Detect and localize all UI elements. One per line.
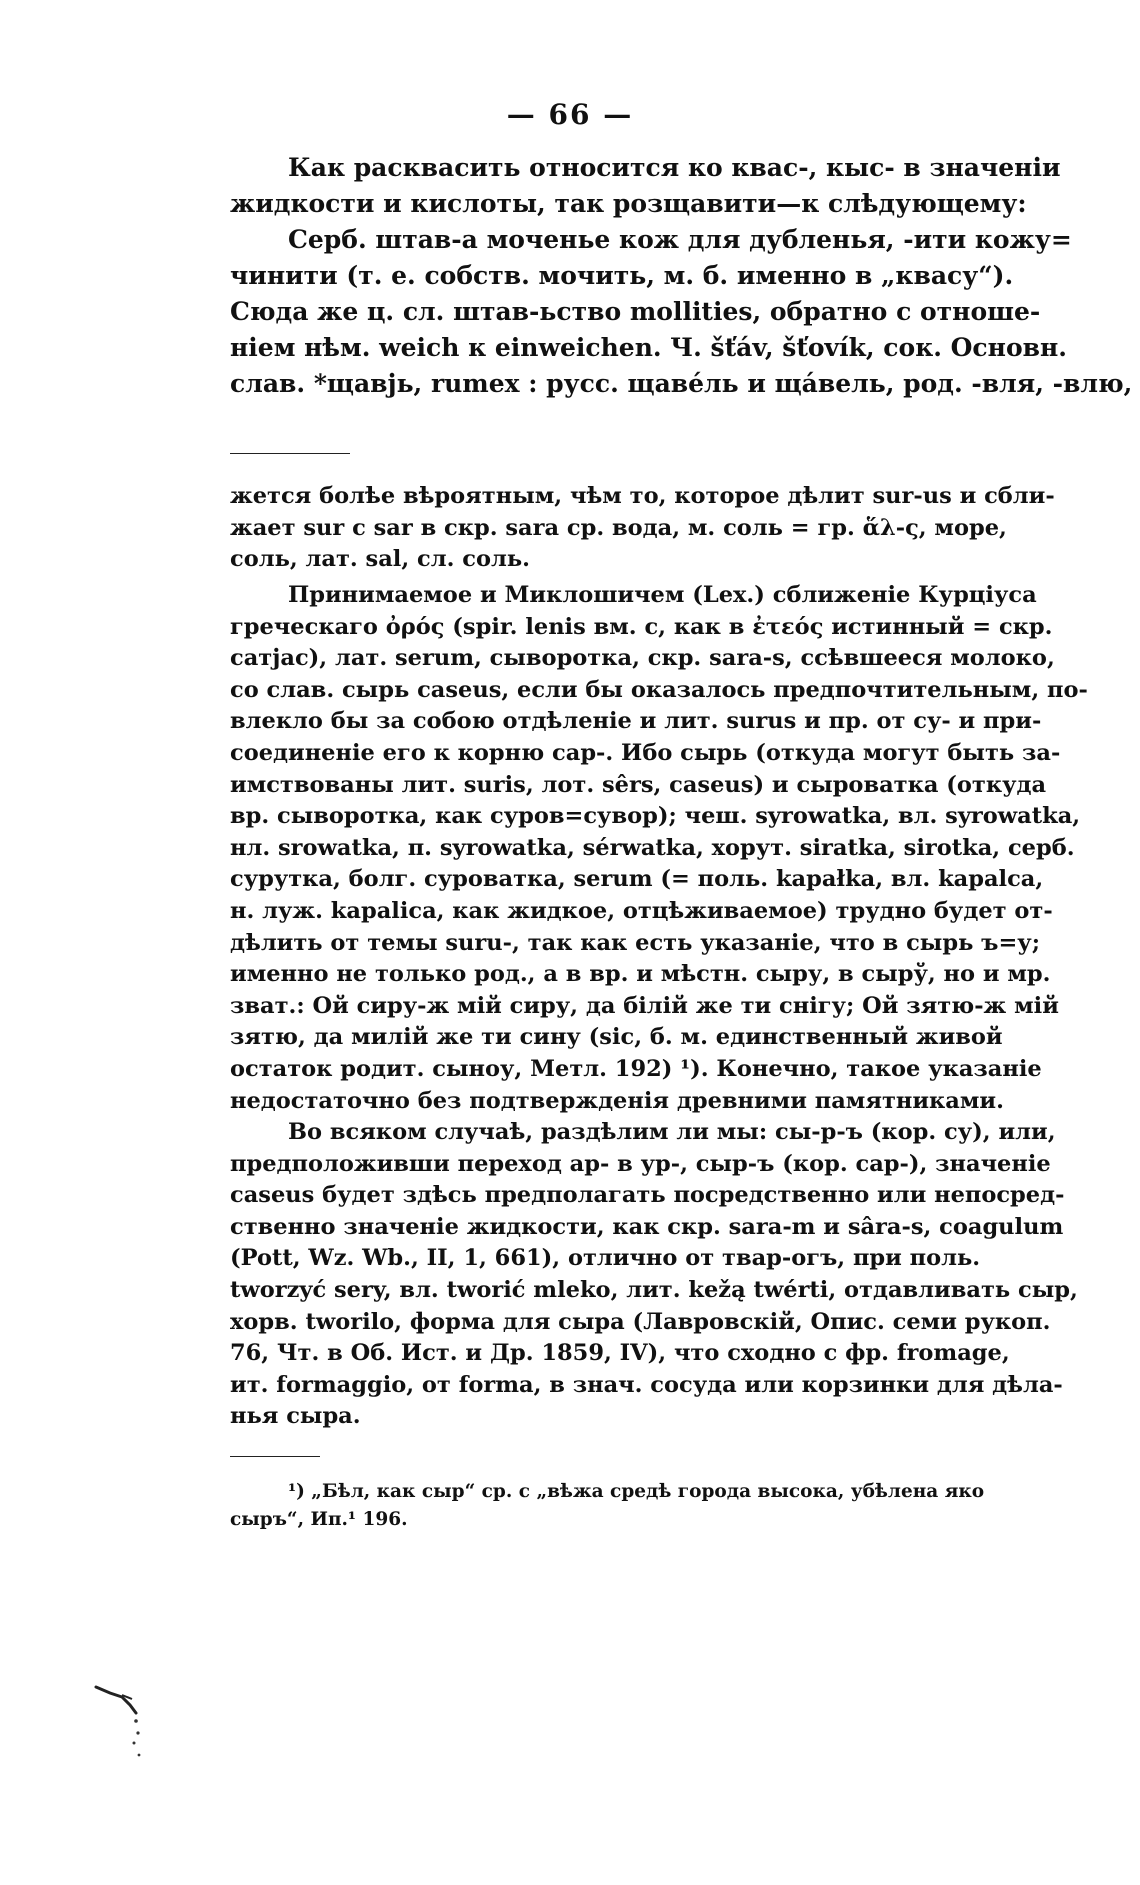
text-line: вр. сыворотка, как суров=сувор); чеш. syrowatka, вл. syrowatka, (230, 803, 1081, 830)
text-line: соединеніе его к корню сар-. Ибо сырь (откуда могут быть за- (230, 739, 1061, 766)
text-line: сатјас), лат. serum, сыворотка, скр. sara-s, ссѣвшееся молоко, (230, 645, 1055, 672)
text-line: дѣлить от темы suru-, так как есть указаніе, что в сырь ъ=у; (230, 929, 1040, 956)
text-line: слав. *щавјь, rumex : русс. щавéль и щáвель, род. -вля, -влю, (230, 369, 1133, 398)
scan-mark-icon (92, 1685, 162, 1885)
text-line: tworzyć sery, вл. tworić mleko, лит. kežą twérti, отдавливать сыр, (230, 1277, 1078, 1304)
text-line: зват.: Ой сиру-ж мій сиру, да білій же ти снігу; Ой зятю-ж мій (230, 992, 1059, 1019)
footnote-line: ¹) „Бѣл, как сыр“ ср. с „вѣжа средѣ города высока, убѣлена яко (288, 1481, 985, 1502)
separator-rule (230, 453, 350, 454)
text-line: Серб. штав-а моченье кож для дубленья, -ити кожу= (288, 225, 1072, 254)
text-line: н. луж. kapalica, как жидкое, отцѣживаемое) трудно будет от- (230, 897, 1053, 924)
text-line: нл. srowatka, п. syrowatka, sérwatka, хорут. siratka, sirotka, серб. (230, 834, 1075, 861)
text-line: нья сыра. (230, 1403, 361, 1430)
text-line: греческаго ὀρός (spir. lenis вм. с, как в ἐτεός истинный = скр. (230, 613, 1053, 640)
text-line: жает sur с sar в скр. sara ср. вода, м. соль = гр. ἅλ-ς, море, (230, 514, 1007, 541)
text-line: caseus будет здѣсь предполагать посредственно или непосред- (230, 1182, 1065, 1209)
text-line: имствованы лит. suris, лот. sêrs, caseus) и сыроватка (откуда (230, 771, 1047, 798)
text-line: жется болѣе вѣроятным, чѣм то, которое дѣлит sur-us и сбли- (230, 483, 1055, 509)
text-line: ніем нѣм. weich к einweichen. Ч. šťáv, šťovík, сок. Основн. (230, 333, 1067, 362)
text-line: жидкости и кислоты, так розщавити—к слѣдующему: (230, 189, 1027, 218)
footnote-separator (230, 1456, 320, 1457)
text-line: сурутка, болг. суроватка, serum (= поль. kapałka, вл. kapalca, (230, 866, 1044, 893)
text-line: предположивши переход ар- в ур-, сыр-ъ (кор. сар-), значеніе (230, 1150, 1051, 1177)
text-line: со слав. сырь caseus, если бы оказалось предпочтительным, по- (230, 676, 1088, 703)
text-line: Принимаемое и Миклошичем (Lex.) сближеніе Курціуса (288, 582, 1037, 608)
text-line: (Pott, Wz. Wb., II, 1, 661), отлично от твар-огъ, при поль. (230, 1245, 981, 1272)
text-line: остаток родит. сыноу, Метл. 192) ¹). Конечно, такое указаніе (230, 1055, 1042, 1082)
text-line: чинити (т. е. собств. мочить, м. б. именно в „квасу“). (230, 261, 1014, 290)
text-line: Во всяком случаѣ, раздѣлим ли мы: сы-р-ъ (кор. су), или, (288, 1119, 1056, 1146)
continuation-paragraph (230, 481, 1055, 576)
footnote (230, 1478, 985, 1534)
text-line: хорв. tworilo, форма для сыра (Лавровскій, Опис. семи рукоп. (230, 1308, 1051, 1335)
text-line: влекло бы за собою отдѣленіе и лит. surus и пр. от су- и при- (230, 708, 1042, 735)
footnote-line: сыръ“, Ип.¹ 196. (230, 1509, 408, 1530)
text-line: ит. formaggio, от forma, в знач. сосуда или корзинки для дѣла- (230, 1371, 1063, 1398)
text-line: Как расквасить относится ко квас-, кыс- в значеніи (288, 153, 1061, 182)
page-number: — 66 — (506, 98, 634, 131)
text-line: ственно значеніе жидкости, как скр. sara-m и sâra-s, coagulum (230, 1213, 1064, 1240)
main-paragraph (230, 150, 1133, 402)
text-line: зятю, да милій же ти сину (sic, б. м. единственный живой (230, 1024, 1003, 1051)
text-line: Сюда же ц. сл. штав-ьство mollities, обратно с отноше- (230, 297, 1041, 326)
text-line: 76, Чт. в Об. Ист. и Др. 1859, IV), что сходно с фр. fromage, (230, 1340, 1010, 1367)
text-line: недостаточно без подтвержденія древними памятниками. (230, 1087, 1004, 1114)
text-line: именно не только род., а в вр. и мѣстн. сыру, в сырў, но и мр. (230, 961, 1051, 988)
body-section (230, 580, 1088, 1433)
text-line: соль, лат. sal, сл. соль. (230, 546, 530, 573)
